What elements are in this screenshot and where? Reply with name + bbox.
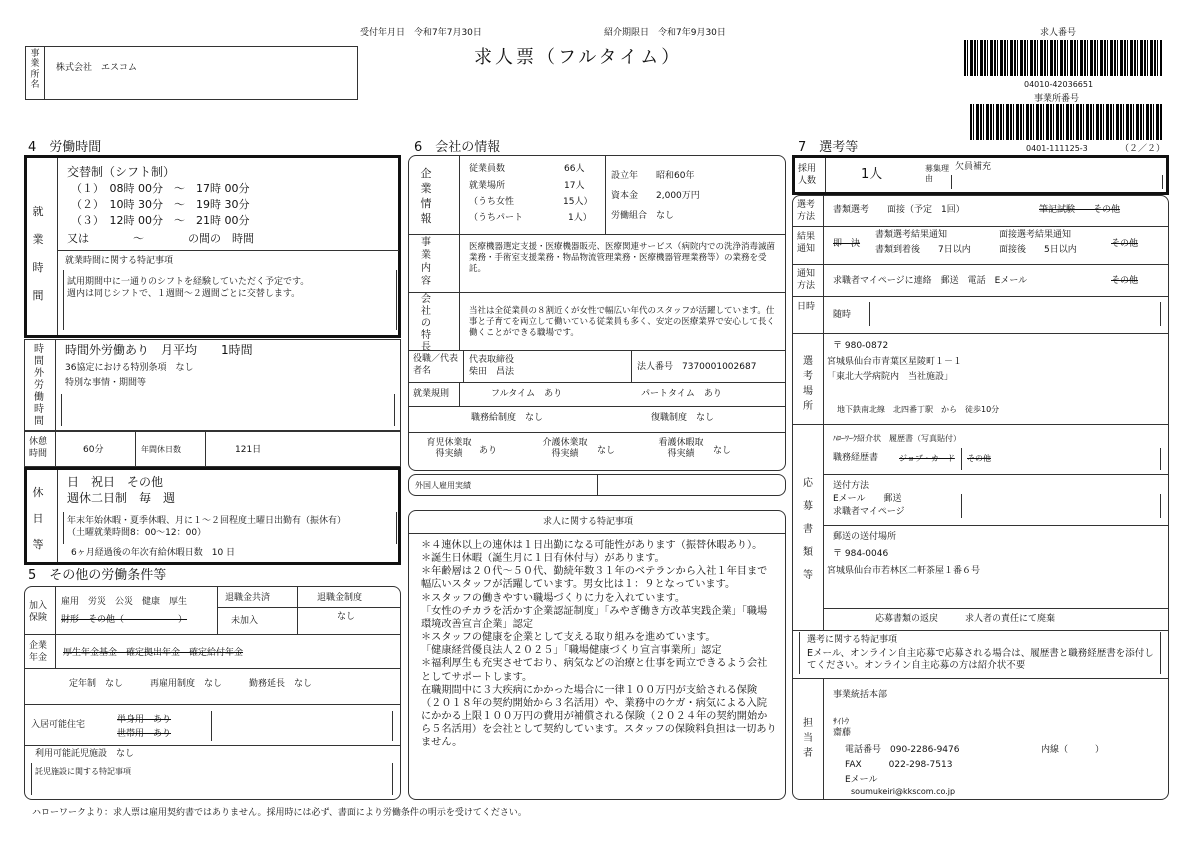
method-label: 選考方法	[797, 200, 816, 222]
place-address: 宮城県仙台市青葉区星陵町１－１	[827, 357, 963, 367]
holiday-note: 年末年始休暇・夏季休暇、月に１～２回程度土曜日出勤有（振休有） （土曜就業時間8：00～12：00）	[67, 516, 347, 539]
annual-holidays-value: 121日	[235, 445, 262, 455]
job-special-text: ＊４連休以上の連休は１日出勤になる可能性があります（振替休暇あり）。 ＊誕生日休暇（誕生月に１日有休付与）があります。 ＊年齢層は２０代～５０代、勤続年数３１年のベテランから入社１年目まで幅広いスタッフが活躍しています。男女比は１：９となっています。 ＊スタッフの働きやすい職場づくりに力を入れています。 「女性のチカラを活かす企業認証制度」「みやぎ働き方改革実践企業」「職場環境改善宣言企業」認定 ＊スタッフの健康を企業として支える取り組みを進めています。 「健康経営優良法人２０２５」「職場健康づくり宣言事業所」認定 ＊福利厚生も充実させており、病気などの治療と仕事を両立できるよう会社としてサポートします。 在職期間中に３大疾病にかかった場合に一律１００万円が支給される保険（２０１８年の契約開始から３名活用）や、業務中のケガ・病気による入院にかかる上限１００万円の費用が補償される保険（２０２４年の契約開始から５名活用）を会社として契約しています。スタッフの保険料負担は一切ありません。	[421, 540, 777, 749]
reason-value: 欠員補充	[955, 162, 992, 172]
employees-value: 66人	[564, 164, 585, 174]
result-doc-value: 書類到着後 7日以内	[875, 245, 971, 255]
corporate-number: 法人番号 7370001002687	[637, 362, 757, 372]
shift-1: （１） 08時 00分 ～ 17時 00分	[71, 182, 250, 195]
holiday-box	[24, 467, 401, 565]
break-label: 休憩時間	[29, 437, 48, 459]
office-name-label: 事業所名	[30, 49, 40, 91]
overtime-box	[24, 339, 401, 431]
page-title: 求人票（フルタイム）	[474, 47, 683, 68]
childcare-special: 託児施設に関する特記事項	[35, 767, 131, 776]
method-value: 書類選考 面接（予定 1回）	[833, 205, 965, 215]
job-number: 04010-42036651	[1024, 80, 1094, 89]
company-info-box	[408, 155, 786, 471]
childcare-facility: 利用可能託児施設 なし	[35, 749, 135, 759]
date-value: 随時	[833, 310, 852, 320]
job-number-barcode	[964, 40, 1162, 76]
union: 労働組合 なし	[611, 211, 675, 221]
notice-value: 求職者マイページに連絡 郵送 電話 Eメール	[833, 276, 1028, 286]
work-hours-special-text: 試用期間中に一通りのシフトを経験していただく予定です。 週内は同じシフトで、１週間～２週間ごとに交替します。	[67, 277, 310, 300]
childcare-leave-label: 育児休業取得実績	[426, 438, 472, 459]
post-label: 郵送の送付場所	[833, 532, 897, 542]
representative-title: 代表取締役	[469, 355, 515, 365]
place-access: 地下鉄南北線 北四番丁駅 から 徒歩10分	[837, 405, 1000, 414]
job-special-box	[408, 510, 786, 800]
docs-resume: 職務経歴書	[833, 453, 879, 463]
footer-note: ハローワークより：求人票は雇用契約書ではありません。採用時には必ず、書面により労働条件の明示を受けてください。	[32, 808, 527, 818]
office-name-box	[25, 46, 358, 100]
holiday-label: 休日等	[32, 486, 44, 551]
medical-leave-label: 看護休暇取得実績	[658, 438, 704, 459]
section-4-heading: 4 労働時間	[28, 140, 102, 155]
annual-holidays-label: 年間休日数	[141, 445, 181, 454]
retire-col-2: 退職金制度	[317, 593, 363, 603]
work-hours-label: 就業時間	[32, 205, 44, 302]
send-method-value-2: 求職者マイページ	[833, 507, 905, 517]
workplace-label: 就業場所	[469, 181, 506, 191]
place-name: 「東北大学病院内 当社施設」	[827, 372, 954, 382]
post-address: 宮城県仙台市若林区二軒茶屋１番６号	[827, 566, 981, 576]
job-pay-system: 職務給制度 なし	[471, 413, 544, 423]
selection-special-text: Eメール、オンライン自主応募で応募される場合は、履歴書と職務経歴書を添付してください。オンライン自主応募の方は紹介状不要	[807, 648, 1154, 671]
office-number: 0401-111125-3	[1026, 144, 1088, 153]
pension-label: 企業年金	[29, 641, 48, 663]
women-label: （うち女性	[469, 197, 515, 207]
workplace-value: 17人	[564, 181, 585, 191]
contact-label: 担当者	[803, 718, 813, 759]
insurance-items-2: 財形 その他（ ）	[61, 615, 188, 625]
result-interview-value: 面接後 5日以内	[999, 245, 1077, 255]
paid-leave: 6ヶ月経過後の年次有給休暇日数 10 日	[71, 548, 236, 558]
insurance-label: 加入保険	[29, 601, 48, 623]
overtime-36: 36協定における特別条項 なし	[65, 363, 194, 373]
method-strike: 筆記試験 その他	[1039, 205, 1121, 215]
send-method-value: Eメール 郵送	[833, 494, 902, 504]
office-name: 株式会社 エスコム	[56, 63, 138, 73]
retire-val-1: 未加入	[231, 616, 259, 626]
page-number: （２／２）	[1120, 144, 1166, 154]
reinstatement-system: 復職制度 なし	[651, 413, 715, 423]
result-immediate: 即 決	[833, 239, 861, 249]
housing-single: 単身用 あり	[117, 715, 172, 725]
contact-email: soumukeiri@kkscom.co.jp	[851, 787, 956, 796]
job-number-label: 求人番号	[1040, 28, 1077, 38]
medical-leave-value: なし	[713, 446, 732, 456]
flex-hours-line: 又は ～ の間の 時間	[67, 232, 254, 245]
business-text: 医療機器選定支援・医療機器販売、医療関連サービス（病院内での洗浄消毒滅菌業務・手術室支援業務・物品物流管理業務・医療機器管理業務等）の業務を受託。	[469, 242, 776, 275]
retire-val-2: なし	[337, 612, 356, 622]
childcare-leave-value: あり	[479, 446, 498, 456]
section-5-heading: 5 その他の労働条件等	[28, 568, 167, 583]
send-method-label: 送付方法	[833, 481, 870, 491]
nursing-leave-value: なし	[597, 446, 616, 456]
holiday-line-1: 日 祝日 その他	[67, 475, 164, 489]
selection-special-title: 選考に関する特記事項	[807, 635, 898, 645]
housing-label: 入居可能住宅	[31, 720, 86, 730]
company-info-label: 企業情報	[420, 167, 432, 225]
founded: 設立年 昭和60年	[611, 171, 695, 181]
docs-other: その他	[967, 454, 991, 463]
received-date: 受付年月日 令和7年7月30日	[360, 28, 482, 38]
pension-items: 厚生年金基金 確定拠出年金 確定給付年金	[63, 648, 244, 658]
contact-fax: FAX 022-298-7513	[845, 760, 953, 770]
contact-phone: 電話番号 090-2286-9476	[845, 745, 960, 755]
selection-box	[792, 195, 1169, 800]
break-box	[24, 431, 401, 467]
overtime-label: 時間外労働時間	[34, 344, 44, 427]
office-number-barcode	[970, 104, 1162, 140]
docs-label: 応募書類等	[803, 478, 813, 581]
rules-label: 就業規則	[413, 389, 450, 399]
nursing-leave-label: 介護休業取得実績	[542, 438, 588, 459]
result-doc-label: 書類選考結果通知	[875, 230, 948, 240]
notice-label: 通知方法	[797, 269, 816, 291]
other-conditions-box	[24, 586, 401, 800]
contact-name: 齋藤	[833, 728, 852, 738]
feature-text: 当社は全従業員の８割近くが女性で幅広い年代のスタッフが活躍しています。仕事と子育てを両立して働いている従業員も多く、安定の医療業界で安心して長く働くことができる職場です。	[469, 306, 775, 339]
rules-fulltime: フルタイム あり	[491, 389, 563, 399]
work-hours-box	[24, 155, 401, 338]
contact-kana: ｻｲﾄｳ	[833, 717, 849, 726]
result-label: 結果通知	[797, 232, 816, 254]
place-zip: 〒 980-0872	[833, 341, 889, 351]
notice-other: その他	[1111, 276, 1139, 286]
result-other: その他	[1111, 239, 1139, 249]
shift-2: （２） 10時 30分 ～ 19時 30分	[71, 198, 250, 211]
foreign-hire-label: 外国人雇用実績	[415, 481, 471, 490]
housing-family: 世帯用 あり	[117, 729, 172, 739]
insurance-items: 雇用 労災 公災 健康 厚生	[61, 597, 188, 607]
retire-col-1: 退職金共済	[225, 593, 271, 603]
employees-label: 従業員数	[469, 164, 506, 174]
job-special-title: 求人に関する特記事項	[543, 517, 634, 527]
return-policy: 応募書類の返戻 求人者の責任にて廃棄	[875, 614, 1056, 624]
date-label: 日時	[797, 302, 816, 312]
docs-line-1: ﾊﾛｰﾜｰｸ紹介状 履歴書（写真貼付）	[833, 434, 961, 443]
contact-email-label: Eメール	[845, 775, 878, 785]
result-interview-label: 面接選考結果通知	[999, 230, 1072, 240]
section-6-heading: 6 会社の情報	[414, 140, 501, 155]
rules-parttime: パートタイム あり	[641, 389, 722, 399]
break-value: 60分	[83, 445, 104, 455]
hire-count-label: 採用人数	[798, 164, 817, 186]
shift-title: 交替制（シフト制）	[67, 165, 176, 179]
reason-label: 募集理由	[925, 164, 949, 184]
capital: 資本金 2,000万円	[611, 191, 700, 201]
section-7-heading: 7 選考等	[798, 140, 859, 155]
representative-label: 役職／代表者名	[413, 354, 459, 376]
women-value: 15人）	[563, 197, 593, 207]
contact-extension: 内線（ ）	[1041, 745, 1105, 755]
business-label: 事業内容	[421, 237, 431, 287]
overtime-line: 時間外労働あり 月平均 1時間	[65, 343, 253, 357]
overtime-special: 特別な事情・期間等	[65, 378, 147, 388]
feature-label: 会社の特長	[421, 294, 431, 353]
work-hours-special-title: 就業時間に関する特記事項	[65, 256, 174, 266]
post-zip: 〒 984-0046	[833, 549, 889, 559]
place-label: 選考場所	[803, 356, 813, 412]
foreign-hire-box	[408, 474, 786, 496]
hire-count-box	[792, 155, 1169, 195]
office-number-label: 事業所番号	[1034, 94, 1080, 104]
retirement-age-line: 定年制 なし 再雇用制度 なし 勤務延長 なし	[69, 679, 313, 689]
part-label: （うちパート	[469, 213, 524, 223]
part-value: 1人）	[568, 213, 592, 223]
referral-deadline: 紹介期限日 令和7年9月30日	[604, 28, 726, 38]
shift-3: （３） 12時 00分 ～ 21時 00分	[71, 214, 250, 227]
holiday-line-2: 週休二日制 毎 週	[67, 491, 176, 505]
hire-count-value: 1人	[861, 167, 883, 182]
docs-jobcard: ジョブ・カード	[899, 454, 955, 463]
representative-name: 柴田 昌法	[469, 367, 515, 377]
contact-dept: 事業統括本部	[833, 690, 888, 700]
